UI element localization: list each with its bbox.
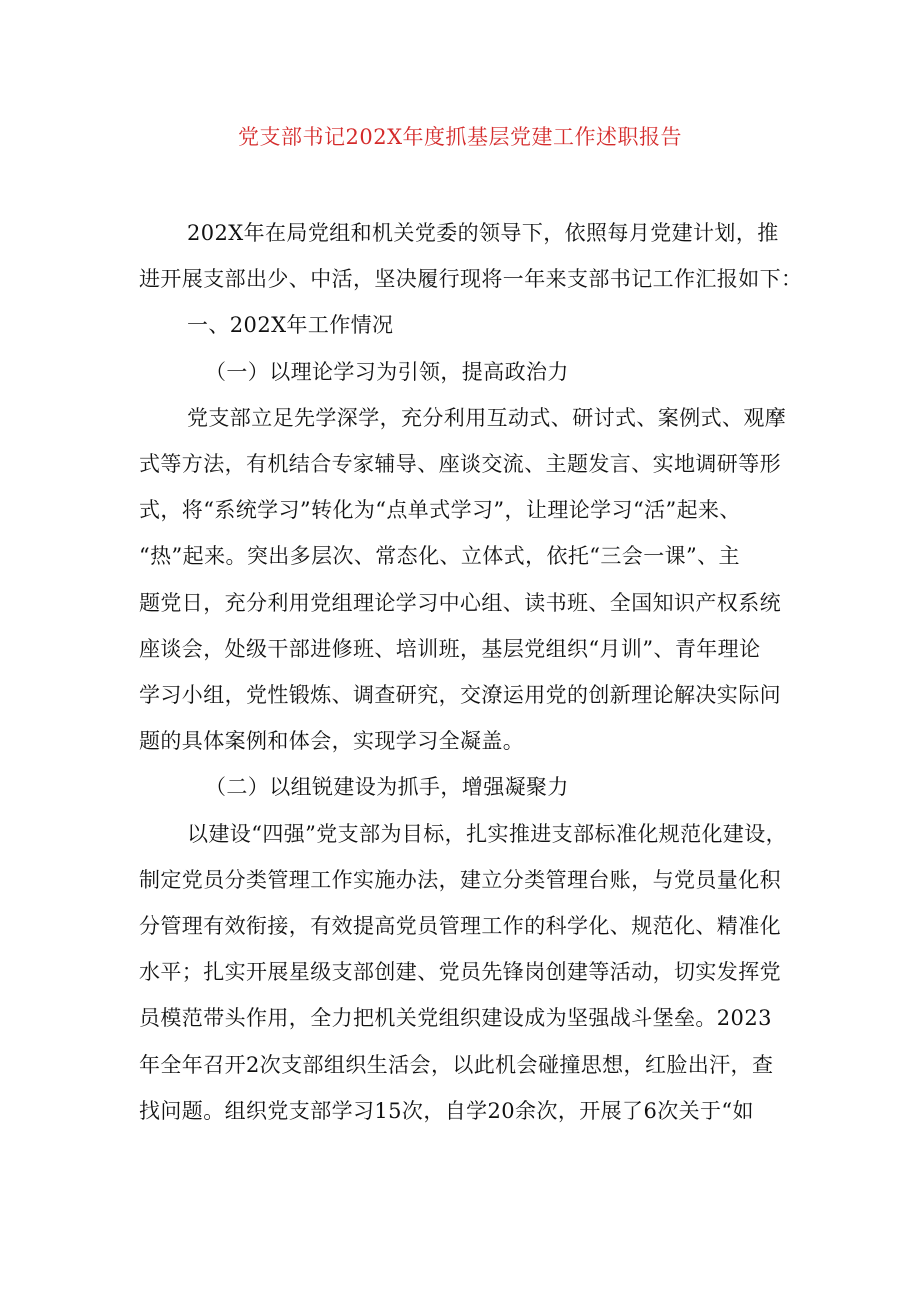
text-line: 员模范带头作用，全力把机关党组织建设成为坚强战斗堡垒。2023: [139, 1006, 772, 1031]
subsection-heading: （一）以理论学习为引领，提高政治力: [205, 359, 569, 384]
text-line: 年全年召开2次支部组织生活会，以此机会碰撞思想，红脸出汗，查: [139, 1052, 774, 1077]
text-line: 找问题。组织党支部学习15次，自学20余次，开展了6次关于“如: [139, 1098, 754, 1123]
text-line: 党支部立足先学深学，充分利用互动式、研讨式、案例式、观摩: [187, 405, 787, 430]
text-line: 202X年在局党组和机关党委的领导下，依照每月党建计划，推: [187, 221, 779, 245]
text-line: 制定党员分类管理工作实施办法，建立分类管理台账，与党员量化积: [139, 867, 781, 892]
intro-paragraph: [139, 210, 803, 302]
subsection-heading: （二）以组锐建设为抓手，增强凝聚力: [205, 775, 569, 800]
text-line: 式等方法，有机结合专家辅导、座谈交流、主题发言、实地调研等形: [139, 452, 781, 477]
subsection-paragraph: [139, 811, 788, 1134]
text-line: 分管理有效衔接，有效提高党员管理工作的科学化、规范化、精准化: [139, 914, 781, 939]
text-line: 题的具体案例和体会，实现学习全凝盖。: [139, 729, 525, 754]
section-heading: 一、202X年工作情况: [187, 313, 394, 338]
text-line: 式，将“系统学习”转化为“点单式学习”，让理论学习“活”起来、: [139, 498, 741, 523]
document-title: 党支部书记202X年度抓基层党建工作述职报告: [237, 125, 683, 149]
text-line: 学习小组，党性锻炼、调查研究，交潦运用党的创新理论解决实际问: [139, 683, 781, 708]
subsection-paragraph: [139, 395, 785, 765]
text-line: 题党日，充分利用党组理论学习中心组、读书班、全国知识产权系统: [139, 590, 781, 615]
text-line: “热”起来。突出多层次、常态化、立体式，依托“三会一课”、主: [139, 544, 740, 569]
text-line: 进开展支部出少、中活，坚决履行现将一年来支部书记工作汇报如下：: [139, 267, 803, 292]
document-body: [139, 210, 803, 1134]
text-line: 座谈会，处级干部进修班、培训班，基层党组织“月训”、青年理论: [139, 636, 761, 661]
text-line: 水平；扎实开展星级支部创建、党员先锋岗创建等活动，切实发挥党: [139, 960, 781, 985]
text-line: 以建设“四强”党支部为目标，扎实推进支部标准化规范化建设，: [187, 821, 788, 846]
